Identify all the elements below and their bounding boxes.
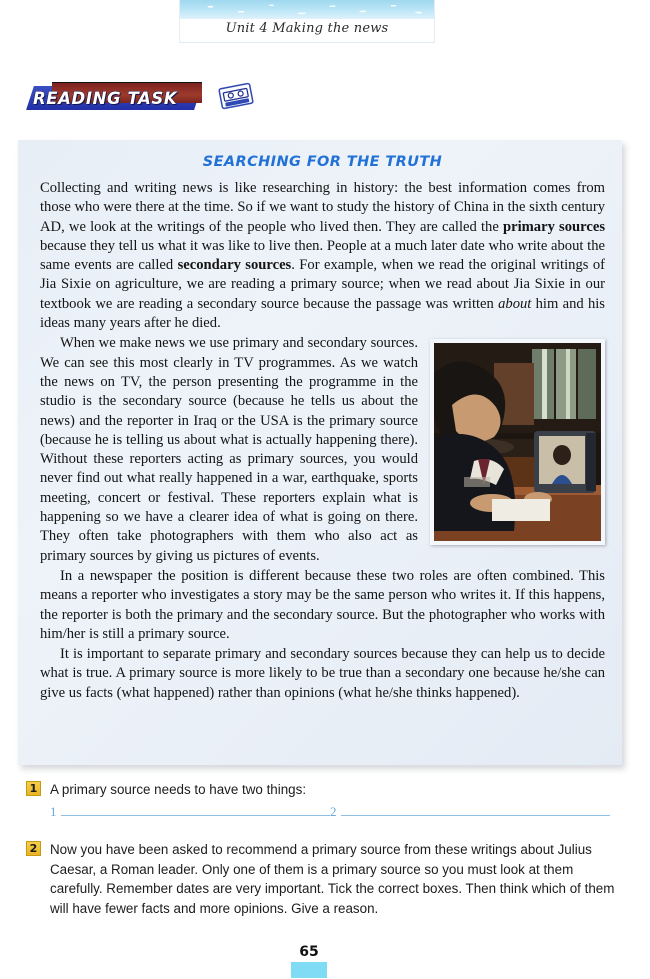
passage-paragraph-1: Collecting and writing news is like researching in history: the best information comes from those who were there at the time. So if we want to study the history of China in the sixth century AD, we look at the writings of the people who lived then. They are called the primary sources because they tell us what it was like to live then. People at a much later date who write about the same events are called secondary sources. For example, when we read the original writings of Jia Sixie on agriculture, we are reading a primary source; when we read about Jia Sixie in our textbook we are reading a secondary source because the passage was written about him and his ideas many years after he died. <box>40 180 606 332</box>
tv-studio-photo <box>430 339 605 545</box>
passage-content <box>40 154 605 704</box>
exercise-1-answer-lines <box>50 806 610 818</box>
passage-paragraph-3: In a newspaper the position is different because these two roles are often combined. This means a reporter who investigates a story may be the same person who writes it. If this happens, the reporter is both the primary and the secondary source. But the photographer who works with him/her is still a primary source. <box>40 567 605 642</box>
page-number: 65 <box>299 944 319 960</box>
running-head <box>179 0 435 43</box>
exercise-1-text: A primary source needs to have two things: <box>50 782 307 797</box>
cassette-tape-icon <box>217 81 255 111</box>
exercise-1 <box>26 780 626 800</box>
answer-rule-1[interactable] <box>61 815 331 816</box>
answer-slot-1[interactable] <box>50 806 330 818</box>
exercise-2 <box>26 840 626 918</box>
answer-rule-2[interactable] <box>341 815 611 816</box>
page-footer <box>291 942 327 978</box>
passage-paragraph-4: It is important to separate primary and secondary sources because they can help us to decide what is true. A primary source is more likely to be true than a secondary one because he/she can give us facts (what happened) rather than opinions (what he/she thinks happened). <box>40 646 605 701</box>
reading-task-banner <box>30 82 205 110</box>
exercise-2-text: Now you have been asked to recommend a primary source from these writings about Julius Caesar, a Roman leader. Only one of them is a primary source so you must look at them carefully. Remember dates are very important. Tick the correct boxes. Then think which of them will have fewer facts and more opinions. Give a reason. <box>50 842 615 916</box>
answer-label-1: 1 <box>50 804 57 819</box>
footer-color-block <box>291 962 327 978</box>
exercise-1-number: 1 <box>26 781 41 796</box>
tv-studio-photo-image <box>434 343 601 541</box>
answer-label-2: 2 <box>330 804 337 819</box>
passage-title: SEARCHING FOR THE TRUTH <box>202 154 443 170</box>
unit-title: Unit 4 Making the news <box>225 21 389 36</box>
answer-slot-2[interactable] <box>330 806 610 818</box>
water-wave-banner-graphic <box>180 0 434 19</box>
reading-passage-panel <box>18 140 622 765</box>
exercise-2-number: 2 <box>26 841 41 856</box>
passage-paragraph-2-text: When we make news we use primary and secondary sources. We can see this most clearly in TV programmes. As we watch the news on TV, the person presenting the programme in the studio is the secondary source (because he tells us about the news) and the reporter in Iraq or the USA is the primary source (because he is telling us about what is actually happening there). Without these reporters acting as primary sources, you would never find out what really happened in a war, earthquake, sports meeting, concert or festival. These reporters explain what is happening so we have a clearer idea of what is going on there. They often take photographers with them who also act as primary sources by giving us pictures of events. <box>40 335 418 564</box>
reading-task-label: READING TASK <box>33 89 178 108</box>
passage-paragraph-2 <box>40 334 605 566</box>
